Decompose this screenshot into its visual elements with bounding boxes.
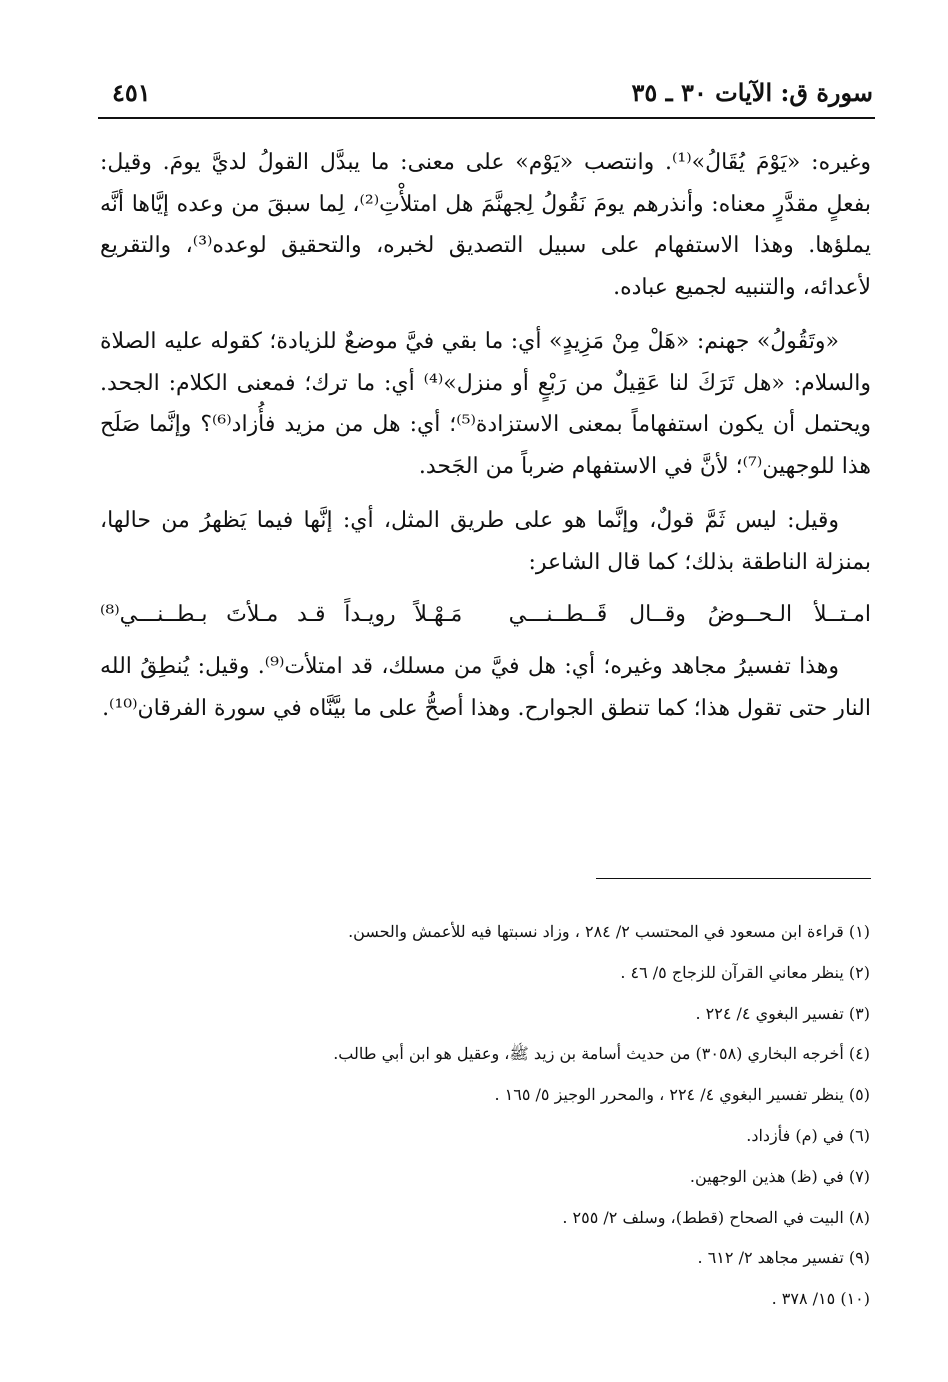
main-text [100, 142, 871, 742]
paragraph-1: وغيره: «يَوْمَ يُقَالُ»⁽¹⁾. وانتصب «يَوْم» على معنى: ما يبدَّل القولُ لديَّ يومَ. وقيل: بفعلٍ مقدَّرٍ معناه: وأنذرهم يومَ نَقُولُ لِجهنَّمَ هل امتلأْتِ⁽²⁾، لِما سبقَ من وعده إيَّاها أنَّه يملؤها. وهذا الاستفهام على سبيل التصديق لخبره، والتحقيق لوعده⁽³⁾، والتقريع لأعدائه، والتنبيه لجميع عباده. [100, 150, 872, 300]
footnote-4: (٤) أخرجه البخاري (٣٠٥٨) من حديث أسامة بن زيد ﷺ، وعقيل هو ابن أبي طالب. [333, 1044, 870, 1064]
footnotes [100, 912, 870, 1320]
verse-first-hemistich: امـتــلأ الـحــوضُ وقــال قَــطــنـــي [508, 602, 871, 627]
footnote-3: (٣) تفسير البغوي ٤/ ٢٢٤ . [695, 1003, 870, 1023]
footnote-divider [596, 878, 871, 879]
page-number: ٤٥١ [112, 77, 151, 107]
footnote-8: (٨) البيت في الصحاح (قطط)، وسلف ٢/ ٢٥٥ . [562, 1207, 870, 1227]
footnote-5: (٥) ينظر تفسير البغوي ٤/ ٢٢٤ ، والمحرر الوجيز ٥/ ١٦٥ . [494, 1085, 870, 1105]
footnote-7: (٧) في (ظ) هذين الوجهين. [689, 1166, 870, 1186]
footnote-6: (٦) في (م) فأزداد. [746, 1125, 870, 1145]
footnote-10: (١٠) ١٥/ ٣٧٨ . [771, 1289, 870, 1309]
paragraph-3: وقيل: ليس ثَمَّ قولٌ، وإنَّما هو على طريق المثل، أي: إنَّها فيما يَظهرُ من حالها، بمنزلة الناطقة بذلك؛ كما قال الشاعر: [100, 508, 871, 575]
poetry-verse [100, 596, 871, 634]
footnote-9: (٩) تفسير مجاهد ٢/ ٦١٢ . [697, 1248, 870, 1268]
footnote-1: (١) قراءة ابن مسعود في المحتسب ٢/ ٢٨٤ ، وزاد نسبتها فيه للأعمش والحسن. [348, 922, 870, 941]
paragraph-4: وهذا تفسيرُ مجاهد وغيره؛ أي: هل فيَّ من مسلك، قد امتلأت⁽⁹⁾. وقيل: يُنطِقُ الله النار حتى تقول هذا؛ كما تنطق الجوارح. وهذا أصحُّ على ما بيَّنَّاه في سورة الفرقان⁽¹⁰⁾. [100, 654, 871, 721]
header-divider [98, 117, 875, 119]
paragraph-2: «وتَقُولُ» جهنم: «هَلْ مِنْ مَزِيدٍ» أي: ما بقي فيَّ موضعٌ للزيادة؛ كقوله عليه الصلاة والسلام: «هل تَرَكَ لنا عَقِيلٌ من رَبْعٍ أو منزل»⁽⁴⁾ أي: ما ترك؛ فمعنى الكلام: الجحد. ويحتمل أن يكون استفهاماً بمعنى الاستزادة⁽⁵⁾؛ أي: هل من مزيد فأُزاد⁽⁶⁾؟ وإنَّما صَلَح هذا للوجهين⁽⁷⁾؛ لأنَّ في الاستفهام ضرباً من الجَحد. [100, 329, 872, 479]
running-header [112, 70, 873, 114]
footnote-2: (٢) ينظر معاني القرآن للزجاج ٥/ ٤٦ . [620, 962, 870, 982]
chapter-title: سورة ق: الآيات ٣٠ ـ ٣٥ [631, 77, 873, 107]
verse-second-hemistich: مَـهْـلاً رويـداً قـد مـلأتَ بـطــنـــي⁽⁸⁾ [100, 602, 463, 627]
